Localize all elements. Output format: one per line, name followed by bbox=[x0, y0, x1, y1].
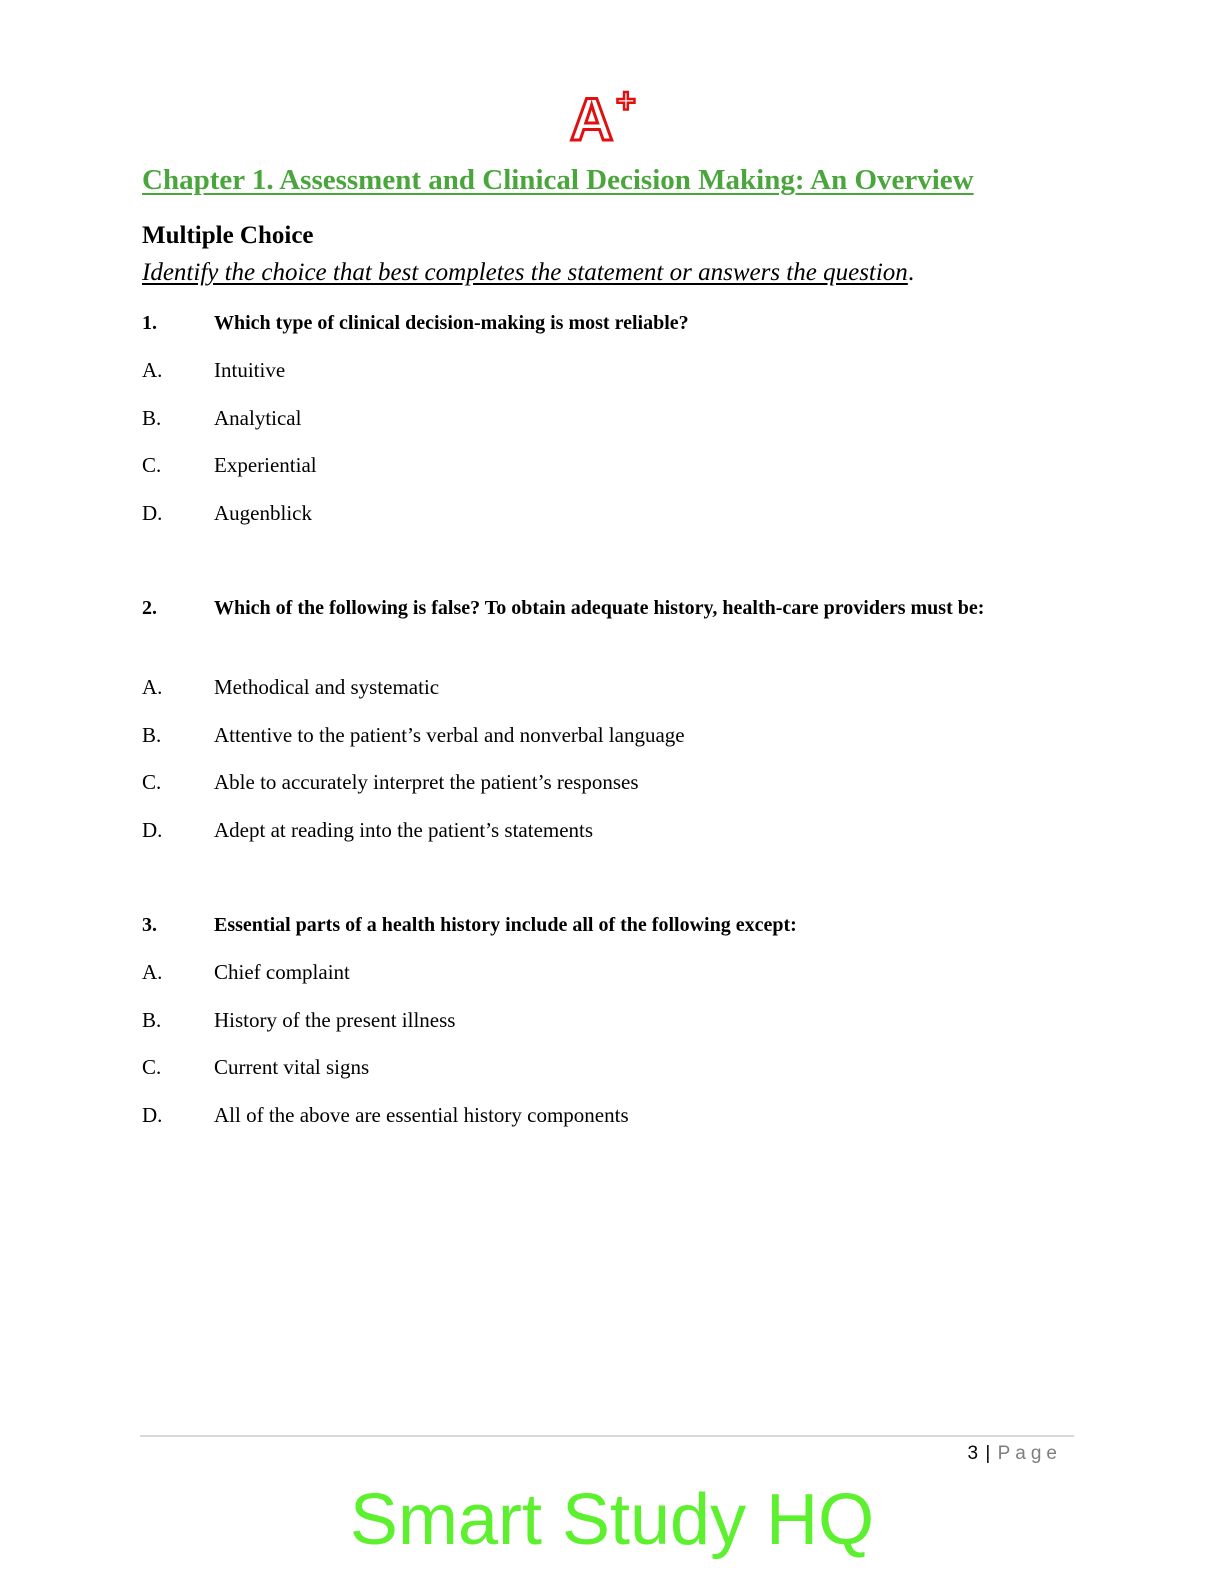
question-text: Essential parts of a health history include all of the following except: bbox=[214, 914, 797, 936]
question-3-option-b bbox=[142, 1005, 455, 1035]
page-word: Page bbox=[997, 1443, 1062, 1464]
question-2-option-b bbox=[142, 720, 685, 750]
question-number: 2. bbox=[142, 597, 157, 619]
option-letter: B. bbox=[142, 723, 162, 747]
chapter-title: Chapter 1. Assessment and Clinical Decision Making: An Overview bbox=[142, 164, 974, 196]
instructions-period: . bbox=[907, 259, 915, 286]
option-letter: B. bbox=[142, 1008, 162, 1032]
question-text: Which type of clinical decision-making is most reliable? bbox=[214, 312, 689, 334]
option-text: Current vital signs bbox=[214, 1055, 370, 1079]
option-text: Analytical bbox=[214, 406, 302, 430]
logo-plus: + bbox=[616, 82, 636, 120]
section-heading: Multiple Choice bbox=[142, 222, 314, 249]
watermark: Smart Study HQ bbox=[349, 1480, 875, 1560]
option-text: Chief complaint bbox=[214, 960, 350, 984]
option-text: Able to accurately interpret the patient’s responses bbox=[214, 770, 639, 794]
option-letter: C. bbox=[142, 770, 162, 794]
question-2-stem bbox=[142, 592, 1042, 624]
page-number bbox=[968, 1442, 1062, 1466]
question-3-option-d bbox=[142, 1100, 629, 1130]
option-text: Experiential bbox=[214, 453, 317, 477]
question-3-option-c bbox=[142, 1052, 369, 1082]
question-number: 1. bbox=[142, 312, 157, 334]
option-text: Adept at reading into the patient’s statements bbox=[214, 818, 594, 842]
question-1-option-b bbox=[142, 403, 301, 433]
instructions bbox=[142, 256, 914, 290]
question-3-stem bbox=[142, 909, 1042, 941]
question-1-stem bbox=[142, 307, 1042, 339]
option-text: Intuitive bbox=[214, 358, 286, 382]
question-text: Which of the following is false? To obtain adequate history, health-care providers must be: bbox=[214, 597, 985, 619]
option-letter: D. bbox=[142, 818, 163, 842]
option-text: Attentive to the patient’s verbal and nonverbal language bbox=[214, 723, 685, 747]
option-letter: A. bbox=[142, 358, 163, 382]
page-number-value: 3 bbox=[967, 1443, 979, 1464]
question-2-option-d bbox=[142, 815, 593, 845]
option-text: Methodical and systematic bbox=[214, 675, 440, 699]
page-number-separator: | bbox=[985, 1443, 991, 1464]
question-2-option-a bbox=[142, 672, 439, 702]
option-letter: B. bbox=[142, 406, 162, 430]
option-letter: D. bbox=[142, 1103, 163, 1127]
option-letter: C. bbox=[142, 1055, 162, 1079]
option-letter: C. bbox=[142, 453, 162, 477]
option-text: Augenblick bbox=[214, 501, 312, 525]
logo-letter: A bbox=[570, 86, 614, 146]
option-text: All of the above are essential history components bbox=[214, 1103, 629, 1127]
question-1-option-d bbox=[142, 498, 312, 528]
footer-divider bbox=[140, 1435, 1074, 1437]
option-text: History of the present illness bbox=[214, 1008, 456, 1032]
question-number: 3. bbox=[142, 914, 157, 936]
a-plus-logo bbox=[568, 82, 648, 146]
question-3-option-a bbox=[142, 957, 350, 987]
option-letter: D. bbox=[142, 501, 163, 525]
option-letter: A. bbox=[142, 675, 163, 699]
question-1-option-c bbox=[142, 450, 317, 480]
instructions-text: Identify the choice that best completes the statement or answers the question bbox=[142, 259, 908, 286]
question-1-option-a bbox=[142, 355, 285, 385]
question-2-option-c bbox=[142, 767, 639, 797]
option-letter: A. bbox=[142, 960, 163, 984]
